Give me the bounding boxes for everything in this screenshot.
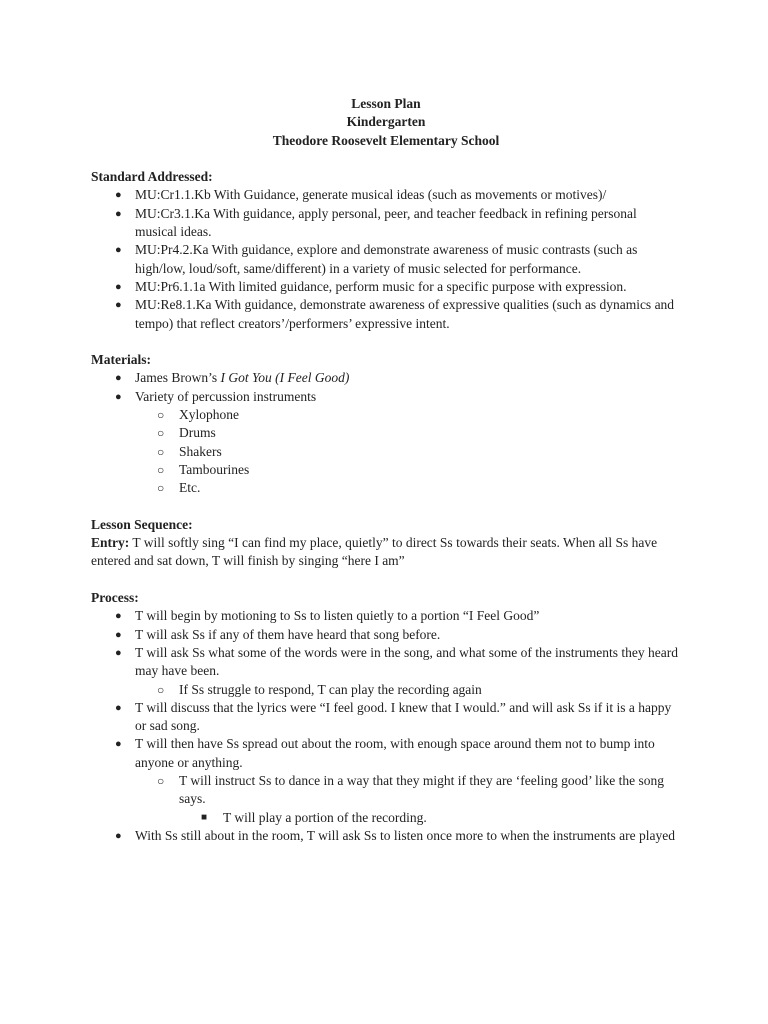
title-lesson-plan: Lesson Plan [351, 96, 421, 111]
list-item: ○ Drums [135, 424, 681, 442]
list-item: ● MU:Pr4.2.Ka With guidance, explore and demonstrate awareness of music contrasts (such as high/low, loud/soft, same/different) in a variety of music selected for performance. [91, 241, 681, 278]
list-item: ○ If Ss struggle to respond, T can play the recording again [135, 681, 681, 699]
process-step3-sublist [135, 681, 681, 699]
process-list [91, 607, 681, 845]
entry-label: Entry: [91, 535, 130, 551]
sequence-heading: Lesson Sequence: [91, 516, 193, 532]
material-instruments: Variety of percussion instruments [135, 388, 317, 404]
title-school: Theodore Roosevelt Elementary School [272, 132, 500, 148]
list-item [91, 735, 681, 826]
list-item: ○ Shakers [135, 443, 681, 461]
list-item: ○ Tambourines [135, 461, 681, 479]
standards-heading: Standard Addressed: [91, 169, 213, 185]
list-item: ● MU:Cr3.1.Ka With guidance, apply personal, peer, and teacher feedback in refining personal musical ideas. [91, 205, 681, 242]
process-step5-sublist [135, 772, 681, 827]
list-item: ○ Etc. [135, 479, 681, 497]
process-step5: T will then have Ss spread out about the room, with enough space around them not to bump into anyone or anything. [135, 736, 655, 770]
list-item: ● MU:Cr1.1.Kb With Guidance, generate musical ideas (such as movements or motives)/ [91, 186, 681, 204]
title-grade: Kindergarten [346, 114, 426, 130]
material-song-prefix: James Brown’s [135, 370, 221, 386]
list-item [91, 388, 681, 498]
list-item: ● T will begin by motioning to Ss to listen quietly to a portion “I Feel Good” [91, 607, 681, 625]
list-item: ● With Ss still about in the room, T will ask Ss to listen once more to when the instruments are played [91, 827, 681, 845]
list-item: ○ Xylophone [135, 406, 681, 424]
materials-list [91, 369, 681, 497]
process-step5-sub: T will instruct Ss to dance in a way that they might if they are ‘feeling good’ like the song says. [179, 772, 665, 807]
list-item [91, 369, 681, 387]
entry-text: T will softly sing “I can find my place, quietly” to direct Ss towards their seats. When all Ss have entered and sat down, T will finish by singing “here I am” [91, 535, 658, 569]
list-item [91, 644, 681, 699]
entry-paragraph [91, 534, 681, 571]
list-item: ● T will discuss that the lyrics were “I feel good. I knew that I would.” and will ask Ss if it is a happy or sad song. [91, 699, 681, 736]
list-item [135, 772, 681, 827]
list-item: ■ T will play a portion of the recording. [179, 809, 681, 827]
list-item: ● T will ask Ss if any of them have heard that song before. [91, 626, 681, 644]
materials-heading: Materials: [91, 352, 151, 368]
list-item: ● MU:Re8.1.Ka With guidance, demonstrate awareness of expressive qualities (such as dynamics and tempo) that reflect creators’/performers’ expressive intent. [91, 296, 681, 333]
process-step3: T will ask Ss what some of the words were in the song, and what some of the instruments they heard may have been. [135, 644, 679, 679]
instruments-list [135, 406, 681, 497]
list-item: ● MU:Pr6.1.1a With limited guidance, perform music for a specific purpose with expression. [91, 278, 681, 296]
document-content [91, 95, 681, 845]
standards-list [91, 186, 681, 332]
material-song-title: I Got You (I Feel Good) [220, 370, 350, 386]
process-step5-subsublist [179, 809, 681, 827]
title-block [91, 95, 681, 150]
process-heading: Process: [91, 590, 139, 606]
